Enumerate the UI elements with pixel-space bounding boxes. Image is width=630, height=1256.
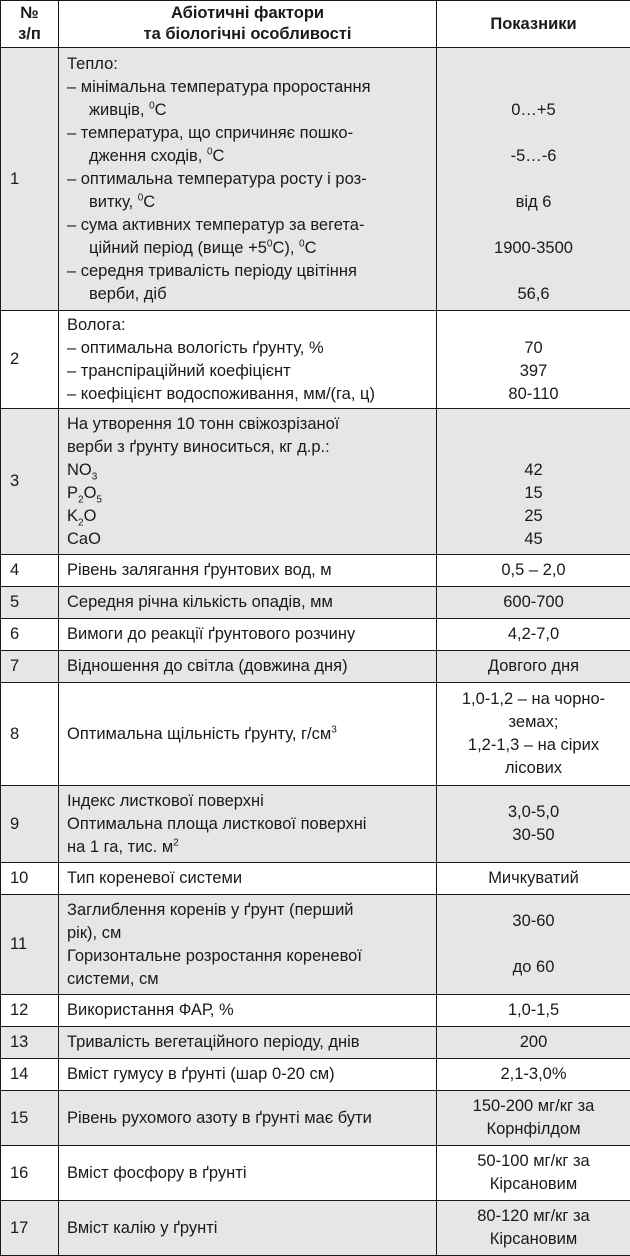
row-number: 6 [1, 619, 59, 651]
factor-cell-heat [59, 48, 437, 311]
factor-cell: Рівень рухомого азоту в ґрунті має бути [59, 1091, 437, 1146]
table-row-9 [1, 786, 630, 863]
factor-text: витку, [89, 193, 138, 211]
value-text: Кірсановим [445, 1173, 622, 1196]
row-number: 2 [1, 311, 59, 409]
table-row-14 [1, 1059, 630, 1091]
factor-line [67, 99, 428, 122]
value-text: 3,0-5,0 [445, 801, 622, 824]
value-text: 25 [445, 505, 622, 528]
factor-cell: Тривалість вегетаційного періоду, днів [59, 1027, 437, 1059]
unit-sup: 3 [331, 724, 337, 735]
value-cell: 200 [437, 1027, 630, 1059]
factor-cell: Вміст фосфору в ґрунті [59, 1146, 437, 1201]
factor-line: – оптимальна температура росту і роз- [67, 168, 428, 191]
factor-cell: Використання ФАР, % [59, 995, 437, 1027]
factor-line: верби, діб [67, 283, 428, 306]
table-row-8 [1, 683, 630, 786]
row-number: 15 [1, 1091, 59, 1146]
value-text: 30-50 [445, 824, 622, 847]
factor-cell: Відношення до світла (довжина дня) [59, 651, 437, 683]
value-cell: 1,0-1,5 [437, 995, 630, 1027]
row-number: 7 [1, 651, 59, 683]
degree-sup: 0 [299, 238, 305, 249]
value-cell: 0,5 – 2,0 [437, 555, 630, 587]
factor-line: – оптимальна вологість ґрунту, % [67, 337, 428, 360]
factor-cell: Рівень залягання ґрунтових вод, м [59, 555, 437, 587]
row-number: 11 [1, 895, 59, 995]
value-text: 1,2-1,3 – на сірих [445, 734, 622, 757]
row-number: 16 [1, 1146, 59, 1201]
row-number: 13 [1, 1027, 59, 1059]
value-text: 42 [445, 459, 622, 482]
value-text: 70 [445, 337, 622, 360]
row-number: 14 [1, 1059, 59, 1091]
value-text: 56,6 [445, 283, 622, 306]
header-number-line1: № [9, 3, 50, 24]
factor-text: Оптимальна щільність ґрунту, г/см [67, 725, 331, 743]
degree-sup: 0 [149, 100, 155, 111]
factor-line: Оптимальна площа листкової поверхні [67, 813, 428, 836]
table-row-3 [1, 409, 630, 555]
value-text: лісових [445, 757, 622, 780]
factor-line [67, 145, 428, 168]
factor-line [67, 237, 428, 260]
factor-line: – транспіраційний коефіцієнт [67, 360, 428, 383]
header-number-line2: з/п [9, 24, 50, 45]
factor-cell: Вимоги до реакції ґрунтового розчину [59, 619, 437, 651]
value-cell [437, 895, 630, 995]
unit-text: С [305, 239, 317, 257]
factor-text: С), [272, 239, 299, 257]
factor-line: Заглиблення коренів у ґрунт (перший [67, 899, 428, 922]
factor-line: – середня тривалість періоду цвітіння [67, 260, 428, 283]
value-text: 80-110 [445, 383, 622, 406]
table-row-15 [1, 1091, 630, 1146]
factor-line: рік), см [67, 922, 428, 945]
table-row-6 [1, 619, 630, 651]
value-cell [437, 1146, 630, 1201]
value-text: 45 [445, 528, 622, 551]
table-row-10 [1, 863, 630, 895]
table-row-7 [1, 651, 630, 683]
row-number: 4 [1, 555, 59, 587]
value-text: 1900-3500 [445, 237, 622, 260]
value-text: до 60 [445, 956, 622, 979]
factor-heading: Тепло: [67, 53, 428, 76]
value-text: -5…-6 [445, 145, 622, 168]
header-values: Показники [437, 1, 630, 48]
value-cell: 600-700 [437, 587, 630, 619]
value-text: 397 [445, 360, 622, 383]
value-text: Корнфілдом [445, 1118, 622, 1141]
value-text: 150-200 мг/кг за [445, 1095, 622, 1118]
row-number: 12 [1, 995, 59, 1027]
value-text: 15 [445, 482, 622, 505]
table-row-5 [1, 587, 630, 619]
factor-line: системи, см [67, 968, 428, 991]
header-number [1, 1, 59, 48]
row-number: 5 [1, 587, 59, 619]
value-text: 30-60 [445, 910, 622, 933]
factor-line: верби з ґрунту виноситься, кг д.р.: [67, 436, 428, 459]
value-text: Кірсановим [445, 1228, 622, 1251]
header-row [1, 1, 630, 48]
table-row-17 [1, 1201, 630, 1256]
factor-cell [59, 895, 437, 995]
row-number: 3 [1, 409, 59, 555]
factor-text: ційний період (вище +5 [89, 239, 267, 257]
row-number: 8 [1, 683, 59, 786]
degree-sup: 0 [138, 192, 144, 203]
value-text: 80-120 мг/кг за [445, 1205, 622, 1228]
degree-sup: 0 [207, 146, 213, 157]
factor-cell-moisture [59, 311, 437, 409]
nutrient-formula: CaO [67, 528, 428, 551]
factor-cell: Середня річна кількість опадів, мм [59, 587, 437, 619]
value-text: земах; [445, 711, 622, 734]
table-row-12 [1, 995, 630, 1027]
factor-line: – мінімальна температура проростання [67, 76, 428, 99]
value-text: 0…+5 [445, 99, 622, 122]
table-row-13 [1, 1027, 630, 1059]
factor-line [67, 191, 428, 214]
value-cell [437, 1091, 630, 1146]
factor-line: Індекс листкової поверхні [67, 790, 428, 813]
header-factors-line1: Абіотичні фактори [67, 3, 428, 24]
table-row-4 [1, 555, 630, 587]
value-cell [437, 409, 630, 555]
factor-cell: Вміст калію у ґрунті [59, 1201, 437, 1256]
row-number: 9 [1, 786, 59, 863]
unit-text: С [143, 193, 155, 211]
value-text: від 6 [445, 191, 622, 214]
table-row-2 [1, 311, 630, 409]
value-cell: 2,1-3,0% [437, 1059, 630, 1091]
value-cell: Довгого дня [437, 651, 630, 683]
unit-text: С [155, 101, 167, 119]
value-cell [437, 311, 630, 409]
value-text: 50-100 мг/кг за [445, 1150, 622, 1173]
row-number: 10 [1, 863, 59, 895]
row-number: 1 [1, 48, 59, 311]
unit-text: С [213, 147, 225, 165]
nutrient-formula: $P_2O_5$ [67, 482, 428, 505]
factor-line: На утворення 10 тонн свіжозрізаної [67, 413, 428, 436]
value-cell: Мичкуватий [437, 863, 630, 895]
factor-text: дження сходів, [89, 147, 207, 165]
factor-line: – температура, що спричиняє пошко- [67, 122, 428, 145]
value-cell: 4,2-7,0 [437, 619, 630, 651]
value-cell [437, 683, 630, 786]
factor-cell-nutrients [59, 409, 437, 555]
value-cell [437, 786, 630, 863]
nutrient-formula: $K_2O$ [67, 505, 428, 528]
degree-sup: 0 [267, 238, 273, 249]
factor-heading: Вологa: [67, 314, 428, 337]
header-factors [59, 1, 437, 48]
row-number: 17 [1, 1201, 59, 1256]
factor-line: – сума активних температур за вегета- [67, 214, 428, 237]
factor-line: Горизонтальне розростання кореневої [67, 945, 428, 968]
value-cell [437, 1201, 630, 1256]
factor-line: – коефіцієнт водоспоживання, мм/(га, ц) [67, 383, 428, 406]
factor-line: на 1 га, тис. $м^2$ [67, 836, 428, 859]
table-row-16 [1, 1146, 630, 1201]
nutrient-formula: $NO_3$ [67, 459, 428, 482]
factor-cell: Тип кореневої системи [59, 863, 437, 895]
factor-cell [59, 683, 437, 786]
factor-cell [59, 786, 437, 863]
value-cell [437, 48, 630, 311]
factor-cell: Вміст гумусу в ґрунті (шар 0-20 см) [59, 1059, 437, 1091]
header-factors-line2: та біологічні особливості [67, 24, 428, 45]
factor-text: живців, [89, 101, 149, 119]
value-text: 1,0-1,2 – на чорно- [445, 688, 622, 711]
table-row-1 [1, 48, 630, 311]
table-row-11 [1, 895, 630, 995]
